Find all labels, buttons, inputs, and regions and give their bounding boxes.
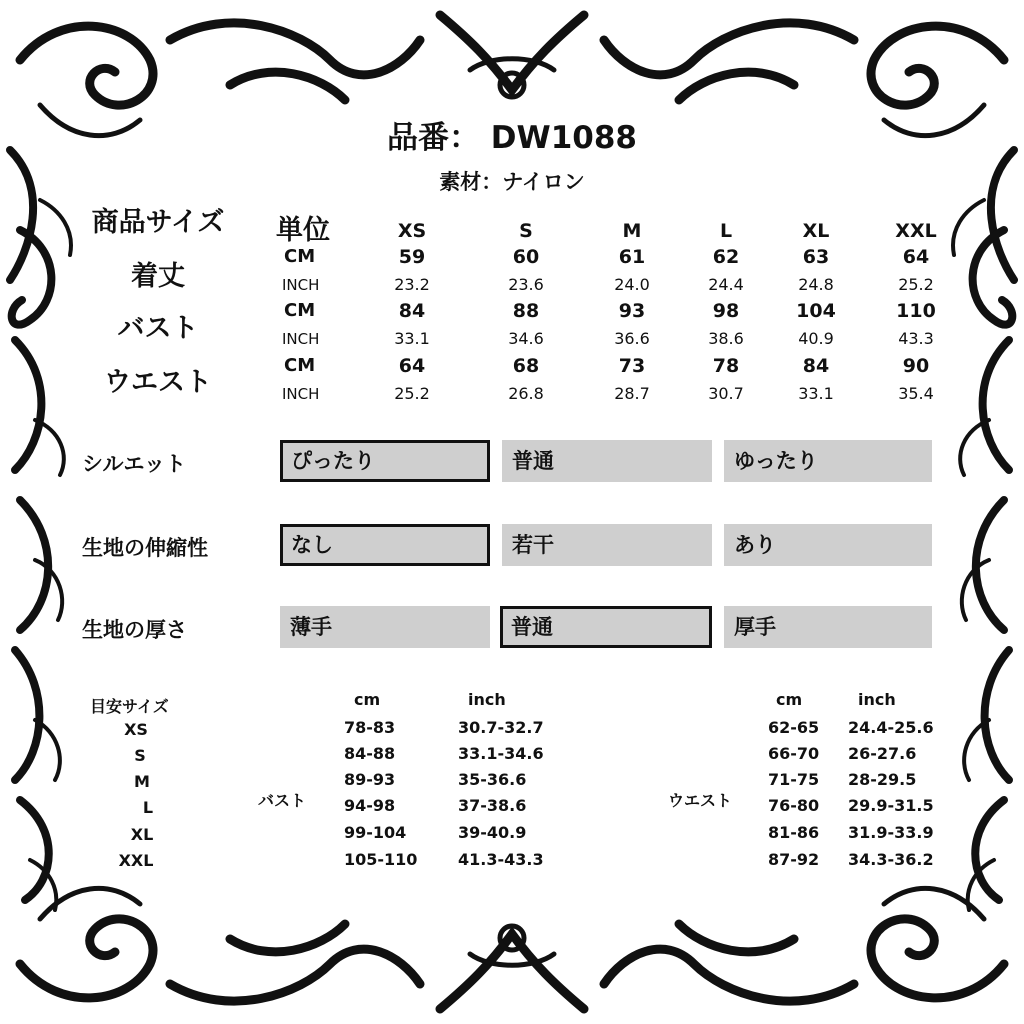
waist-inch-m: 28.7 [614, 384, 650, 403]
bust-inch-l: 38.6 [708, 329, 744, 348]
guide-bust-cm: 94-98 [344, 796, 396, 815]
bust-inch-s: 34.6 [508, 329, 544, 348]
stretch-option-slight: 若干 [502, 524, 712, 566]
waist-inch-xs: 25.2 [394, 384, 430, 403]
bust-cm-xl: 104 [796, 300, 836, 322]
waist-cm-l: 78 [712, 355, 740, 377]
product-number-title: 品番： DW1088 [387, 120, 637, 156]
silhouette-option-regular: 普通 [502, 440, 712, 482]
waist-cm-xl: 84 [802, 355, 830, 377]
guide-bust-inch-header: inch [468, 690, 506, 709]
bust-cm-s: 88 [512, 300, 540, 322]
unit-cm: CM [284, 355, 316, 376]
bust-inch-xl: 40.9 [798, 329, 834, 348]
row-label-length: 着丈 [131, 261, 185, 292]
thickness-option-regular: 普通 [500, 606, 712, 648]
unit-heading: 単位 [276, 215, 330, 246]
size-header-m: M [622, 220, 642, 242]
thickness-option-thick: 厚手 [724, 606, 932, 648]
length-inch-s: 23.6 [508, 275, 544, 294]
length-cm-xxl: 64 [902, 246, 930, 268]
guide-bust-label: バスト [258, 791, 307, 810]
bust-cm-m: 93 [618, 300, 646, 322]
length-cm-s: 60 [512, 246, 540, 268]
guide-size-m: M [134, 772, 150, 791]
waist-cm-s: 68 [512, 355, 540, 377]
row-label-waist: ウエスト [104, 367, 212, 398]
guide-waist-inch: 34.3-36.2 [848, 850, 934, 869]
guide-size-xl: XL [130, 825, 154, 844]
guide-bust-inch: 39-40.9 [458, 823, 527, 842]
length-inch-xl: 24.8 [798, 275, 834, 294]
unit-cm: CM [284, 246, 316, 267]
unit-inch: INCH [282, 276, 320, 294]
guide-waist-cm: 71-75 [768, 770, 820, 789]
thickness-label: 生地の厚さ [82, 618, 187, 642]
length-inch-m: 24.0 [614, 275, 650, 294]
unit-inch: INCH [282, 385, 320, 403]
guide-bust-cm: 99-104 [344, 823, 407, 842]
size-header-s: S [519, 220, 533, 242]
bust-inch-xs: 33.1 [394, 329, 430, 348]
guide-bust-inch: 30.7-32.7 [458, 718, 544, 737]
waist-inch-l: 30.7 [708, 384, 744, 403]
silhouette-option-loose: ゆったり [724, 440, 932, 482]
guide-waist-cm: 81-86 [768, 823, 820, 842]
length-cm-m: 61 [618, 246, 646, 268]
length-inch-xs: 23.2 [394, 275, 430, 294]
waist-cm-xs: 64 [398, 355, 426, 377]
guide-bust-inch: 41.3-43.3 [458, 850, 544, 869]
silhouette-option-fitted: ぴったり [280, 440, 490, 482]
guide-bust-cm-header: cm [354, 690, 381, 709]
unit-cm: CM [284, 300, 316, 321]
guide-waist-cm: 62-65 [768, 718, 820, 737]
guide-size-l: L [142, 798, 154, 817]
guide-size-xs: XS [124, 720, 148, 739]
guide-bust-cm: 105-110 [344, 850, 418, 869]
guide-bust-cm: 89-93 [344, 770, 396, 789]
guide-waist-cm-header: cm [776, 690, 803, 709]
guide-bust-cm: 78-83 [344, 718, 396, 737]
row-label-bust: バスト [117, 313, 199, 344]
guide-waist-cm: 87-92 [768, 850, 820, 869]
length-inch-xxl: 25.2 [898, 275, 934, 294]
stretch-option-none: なし [280, 524, 490, 566]
guide-bust-inch: 33.1-34.6 [458, 744, 544, 763]
length-cm-l: 62 [712, 246, 740, 268]
guide-waist-cm: 76-80 [768, 796, 820, 815]
guide-waist-inch: 26-27.6 [848, 744, 917, 763]
size-header-l: L [719, 220, 733, 242]
guide-bust-inch: 37-38.6 [458, 796, 527, 815]
waist-inch-xl: 33.1 [798, 384, 834, 403]
length-cm-xs: 59 [398, 246, 426, 268]
guide-size-s: S [134, 746, 146, 765]
bust-inch-xxl: 43.3 [898, 329, 934, 348]
unit-inch: INCH [282, 330, 320, 348]
waist-cm-xxl: 90 [902, 355, 930, 377]
guide-bust-cm: 84-88 [344, 744, 396, 763]
guide-waist-inch: 31.9-33.9 [848, 823, 934, 842]
guide-size-title: 目安サイズ [90, 697, 169, 716]
length-cm-xl: 63 [802, 246, 830, 268]
thickness-option-thin: 薄手 [280, 606, 490, 648]
bust-cm-l: 98 [712, 300, 740, 322]
guide-bust-inch: 35-36.6 [458, 770, 527, 789]
size-header-xl: XL [802, 220, 830, 242]
guide-waist-label: ウエスト [668, 791, 733, 810]
guide-waist-inch-header: inch [858, 690, 896, 709]
bust-cm-xs: 84 [398, 300, 426, 322]
guide-waist-inch: 29.9-31.5 [848, 796, 934, 815]
guide-waist-inch: 28-29.5 [848, 770, 917, 789]
length-inch-l: 24.4 [708, 275, 744, 294]
waist-cm-m: 73 [618, 355, 646, 377]
size-header-xxl: XXL [895, 220, 937, 242]
material-label: 素材：ナイロン [439, 170, 585, 194]
guide-waist-cm: 66-70 [768, 744, 820, 763]
waist-inch-xxl: 35.4 [898, 384, 934, 403]
stretch-label: 生地の伸縮性 [82, 536, 208, 560]
guide-waist-inch: 24.4-25.6 [848, 718, 934, 737]
guide-size-xxl: XXL [118, 851, 154, 870]
stretch-option-yes: あり [724, 524, 932, 566]
silhouette-label: シルエット [82, 452, 187, 476]
bust-inch-m: 36.6 [614, 329, 650, 348]
bust-cm-xxl: 110 [896, 300, 936, 322]
product-size-heading: 商品サイズ [91, 207, 225, 238]
waist-inch-s: 26.8 [508, 384, 544, 403]
size-header-xs: XS [397, 220, 427, 242]
